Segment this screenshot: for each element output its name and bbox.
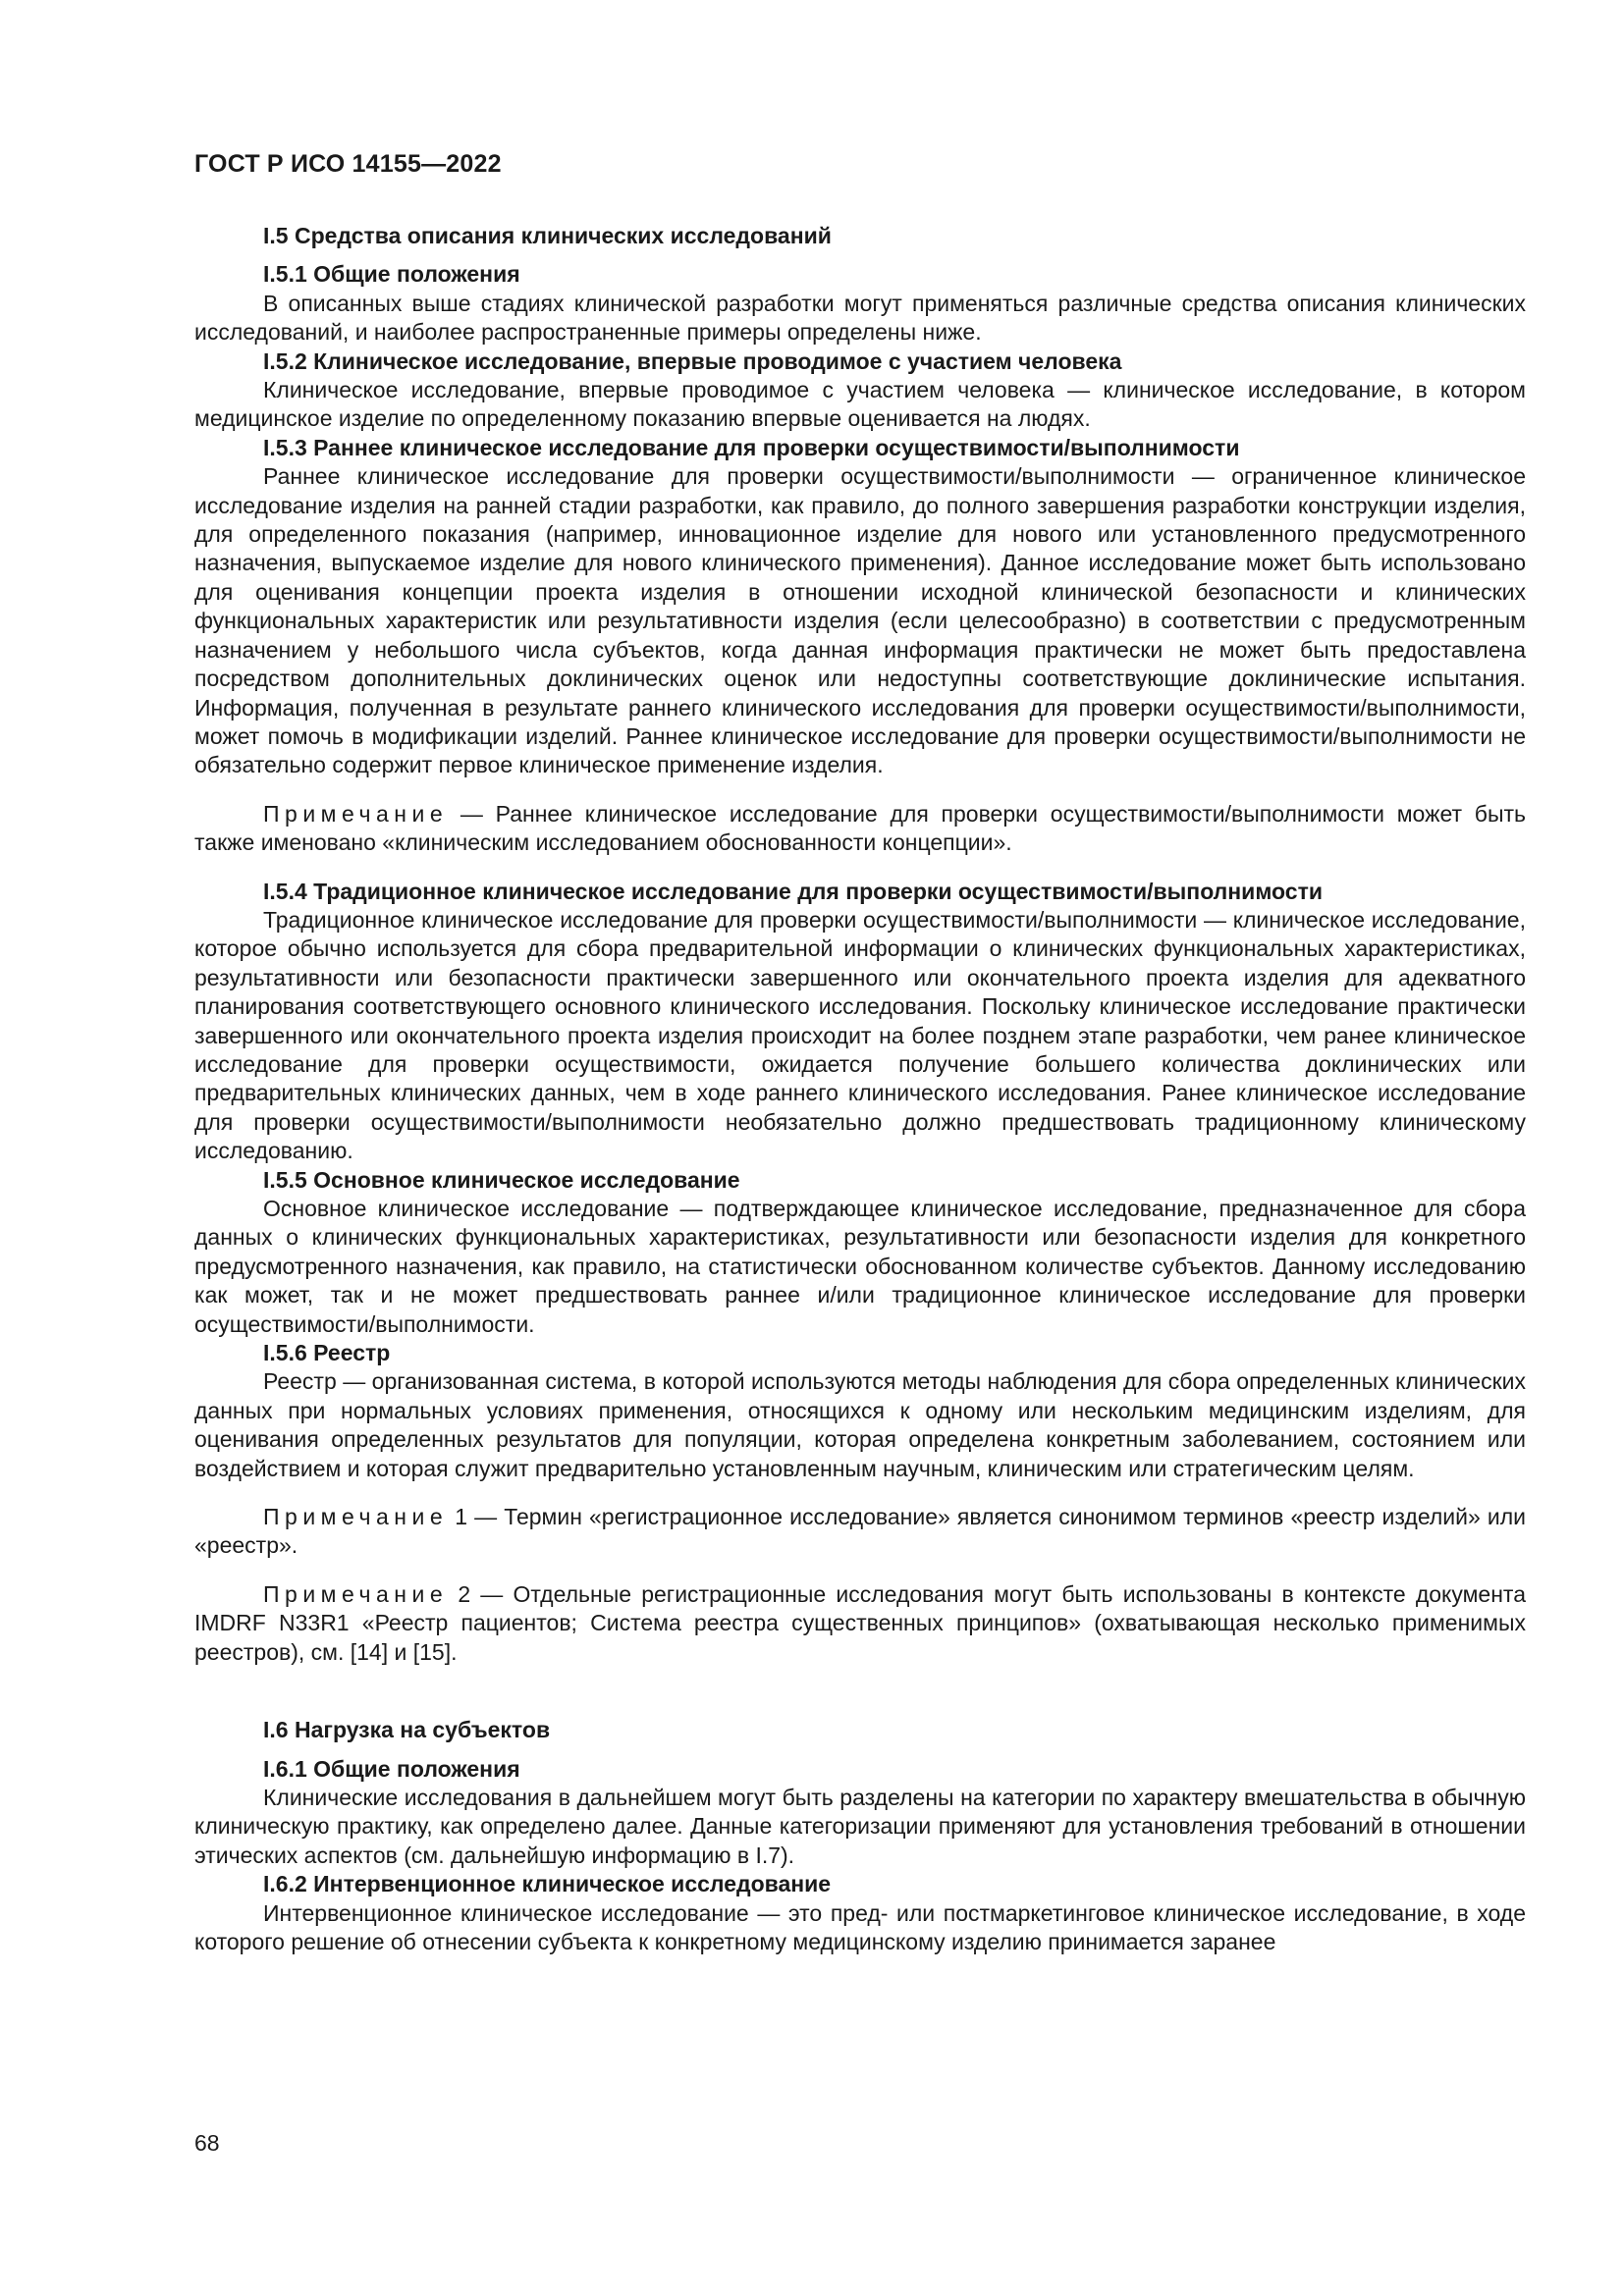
note-2-i5-6 [194,1580,1526,1667]
subsection-heading-i5-2: I.5.2 Клиническое исследование, впервые проводимое с участием человека [263,347,1122,374]
paragraph-i5-5: Основное клиническое исследование — подтверждающее клиническое исследование, предназначенное для сбора данных о клинических функциональных характеристиках, результативности или безопасности изделия для конкретного предусмотренного назначения, как правило, на статистически обоснованном количестве субъектов. Данному исследованию как может, так и не может предшествовать раннее и/или традиционное клиническое исследование для проверки осуществимости/выполнимости. [194,1196,1526,1337]
subsection-heading-i5-6: I.5.6 Реестр [263,1340,391,1366]
subsection-heading-i6-1: I.6.1 Общие положения [263,1755,520,1782]
paragraph-i5-4: Традиционное клиническое исследование для проверки осуществимости/выполнимости — клиническое исследование, которое обычно используется для сбора предварительной информации о клинических функциональных характеристиках, результативности или безопасности практически завершенного или окончательного проекта изделия для адекватного планирования соответствующего основного клинического исследования. Поскольку клиническое исследование практически завершенного или окончательного проекта изделия происходит на более позднем этапе разработки, чем ранее клиническое исследование для проверки осуществимости, ожидается получение большего количества доклинических или предварительных клинических данных, чем в ходе раннего клинического исследования. Ранее клиническое исследование для проверки осуществимости/выполнимости необязательно должно предшествовать традиционному клиническому исследованию. [194,906,1526,1164]
note-label: Примечание [263,1504,449,1530]
subsection-heading-i5-5: I.5.5 Основное клиническое исследование [263,1166,740,1193]
paragraph-i5-6: Реестр — организованная система, в которой используются методы наблюдения для сбора определенных клинических данных при нормальных условиях применения, относящихся к одному или нескольким медицинским изделиям, для оценивания определенных результатов для популяции, которая определена конкретным заболеванием, состоянием или воздействием и которая служит предварительно установленным научным, клиническим или стратегическим целям. [194,1368,1526,1481]
note-1-i5-6 [194,1503,1526,1561]
note-label: Примечание [263,1580,449,1607]
note-i5-3 [194,800,1526,858]
paragraph-i6-1: Клинические исследования в дальнейшем могут быть разделены на категории по характеру вмешательства в обычную клиническую практику, как определено далее. Данные категоризации применяют для установления требований в отношении этических аспектов (см. дальнейшую информацию в I.7). [194,1784,1526,1868]
section-heading-i6: I.6 Нагрузка на субъектов [263,1717,551,1743]
subsection-heading-i5-1: I.5.1 Общие положения [263,261,520,288]
subsection-heading-i5-3: I.5.3 Раннее клиническое исследование для проверки осуществимости/выполнимости [263,434,1240,460]
page-number: 68 [194,2130,220,2156]
paragraph-i5-2: Клиническое исследование, впервые проводимое с участием человека — клиническое исследование, в котором медицинское изделие по определенному показанию впервые оценивается на людях. [194,377,1526,432]
note-label: Примечание [263,800,449,827]
document-header: ГОСТ Р ИСО 14155—2022 [194,150,502,178]
note-text: — Раннее клиническое исследование для проверки осуществимости/выполнимости может быть также именовано «клиническим исследованием обоснованности концепции». [194,800,1526,856]
section-heading-i5: I.5 Средства описания клинических исследований [263,223,832,248]
subsection-heading-i6-2: I.6.2 Интервенционное клиническое исследование [263,1871,832,1897]
note-text: 1 — Термин «регистрационное исследование» является синонимом терминов «реестр изделий» или «реестр». [194,1504,1526,1559]
paragraph-i6-2: Интервенционное клиническое исследование — это пред- или постмаркетинговое клиническое исследование, в ходе которого решение об отнесении субъекта к конкретному медицинскому изделию принимается заранее [194,1899,1526,1954]
subsection-heading-i5-4: I.5.4 Традиционное клиническое исследование для проверки осуществимости/выполнимости [263,878,1323,904]
paragraph-i5-1: В описанных выше стадиях клинической разработки могут применяться различные средства описания клинических исследований, и наиболее распространенные примеры определены ниже. [194,290,1526,346]
note-text: 2 — Отдельные регистрационные исследования могут быть использованы в контексте документа IMDRF N33R1 «Реестр пациентов; Система реестра существенных принципов» (охватывающая несколько применимых реестров), см. [14] и [15]. [194,1580,1526,1665]
section-spacer [194,1686,1526,1716]
paragraph-i5-3: Раннее клиническое исследование для проверки осуществимости/выполнимости — ограниченное клиническое исследование изделия на ранней стадии разработки, как правило, до полного завершения разработки конструкции изделия, для определенного показания (например, инновационное изделие для нового или установленного предусмотренного назначения, выпускаемое изделие для нового клинического применения). Данное исследование может быть использовано для оценивания концепции проекта изделия в отношении исходной клинической безопасности и клинических функциональных характеристик или результативности изделия (если целесообразно) в соответствии с предусмотренным назначением у небольшого числа субъектов, когда данная информация практически не может быть предоставлена посредством дополнительных доклинических оценок или недоступны соответствующие доклинические испытания. Информация, полученная в результате раннего клинического исследования для проверки осуществимости/выполнимости, может помочь в модификации изделий. Раннее клиническое исследование для проверки осуществимости/выполнимости не обязательно содержит первое клиническое применение изделия. [194,463,1526,778]
document-body [194,222,1526,1956]
